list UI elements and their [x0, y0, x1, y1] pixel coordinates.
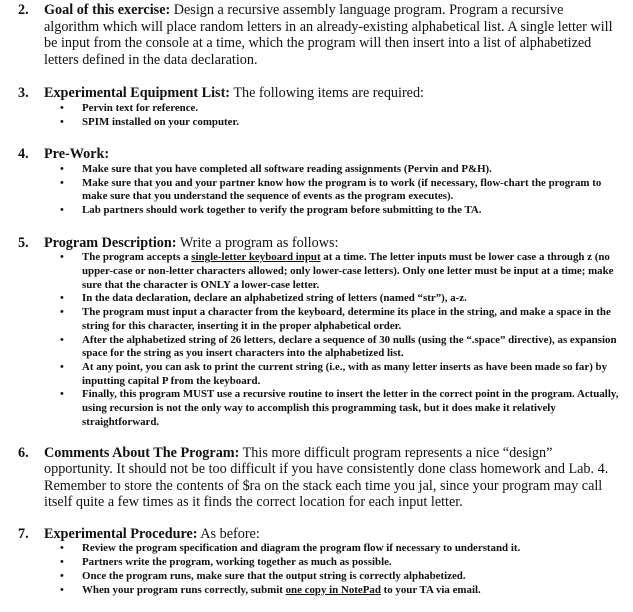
section-heading: Comments About The Program:: [44, 444, 240, 461]
list-item: • In the data declaration, declare an alphabetized string of letters (named “str”), a-z.: [60, 292, 467, 305]
section-heading: Program Description:: [44, 234, 177, 251]
section-number: 7.: [18, 525, 29, 542]
bullet-icon: •: [60, 101, 64, 114]
section-number: 2.: [18, 2, 29, 18]
list-item: • The program must input a character from the keyboard, determine its place in the string, and make a space in the string for this character, inserting it in the proper alphabetical order.: [60, 306, 611, 332]
list-item: • Lab partners should work together to verify the program before submitting to the TA.: [60, 204, 482, 217]
comments-text: This more difficult program represents a nice “design” opportunity. It should not be too difficult if you have consistently done class homework and Lab. 4. Remember to store the contents of $ra on the stack each time you jal, since your program may call itself quite a few times as it finds the correct location for each input letter.: [44, 444, 609, 511]
description-list: [44, 251, 619, 429]
bullet-icon: •: [60, 583, 64, 596]
list-item: • When your program runs correctly, submit one copy in NotePad to your TA via email.: [60, 583, 481, 596]
description-paragraph: [44, 235, 619, 252]
bullet-icon: •: [60, 361, 64, 373]
list-item: • Make sure that you and your partner know how the program is to work (if necessary, flow-chart the program to make sure that you understand the sequence of events as the program executes).: [60, 176, 602, 203]
list-item: • Once the program runs, make sure that the output string is correctly alphabetized.: [60, 569, 466, 582]
bullet-icon: •: [60, 569, 64, 582]
section-goal: [18, 2, 619, 68]
section-procedure: [18, 526, 619, 597]
section-number: 3.: [18, 85, 29, 102]
comments-paragraph: [44, 445, 619, 511]
bullet-icon: •: [60, 204, 64, 217]
section-comments: [18, 445, 619, 511]
equipment-list: [44, 102, 619, 129]
section-heading: Pre-Work:: [44, 146, 110, 163]
section-heading: Experimental Equipment List:: [44, 85, 231, 102]
procedure-text: As before:: [197, 525, 260, 542]
bullet-icon: •: [60, 162, 64, 175]
section-prework: [18, 146, 619, 217]
goal-paragraph: [44, 2, 619, 68]
bullet-icon: •: [60, 556, 64, 569]
section-number: 5.: [18, 234, 29, 251]
list-item: • The program accepts a single-letter keyboard input at a time. The letter inputs must be lower case a through z (no upper-case or non-letter characters allowed; only lower-case letters). Only one letter must be input at a time; make sure that the character is ONLY a lower-case letter.: [60, 251, 614, 291]
description-text: Write a program as follows:: [176, 234, 339, 251]
equipment-text: The following items are required:: [230, 85, 425, 102]
list-item: • At any point, you can ask to print the current string (i.e., with as many letter inserts as have been made so far) by inputting capital P from the keyboard.: [60, 361, 608, 387]
bullet-icon: •: [60, 292, 64, 305]
bullet-icon: •: [60, 115, 64, 128]
bullet-icon: •: [60, 306, 64, 319]
section-description: [18, 235, 619, 430]
bullet-icon: •: [60, 333, 64, 346]
section-heading: Goal of this exercise:: [44, 2, 171, 18]
bullet-icon: •: [60, 542, 64, 555]
list-item: • Partners write the program, working together as much as possible.: [60, 556, 392, 569]
section-equipment: [18, 85, 619, 129]
list-item: • SPIM installed on your computer.: [60, 115, 240, 128]
section-heading: Experimental Procedure:: [44, 525, 198, 542]
list-item: • After the alphabetized string of 26 letters, declare a sequence of 30 nulls (using the “.space” directive), as expansion space for the string as you insert characters into the alphabetized list.: [60, 333, 617, 360]
procedure-paragraph: [44, 526, 619, 543]
underlined-text: single-letter keyboard input: [191, 251, 321, 264]
underlined-text: one copy in NotePad: [285, 583, 381, 596]
equipment-paragraph: [44, 85, 619, 102]
prework-list: [44, 163, 619, 218]
bullet-icon: •: [60, 176, 64, 189]
prework-paragraph: [44, 146, 619, 163]
list-item: • Finally, this program MUST use a recursive routine to insert the letter in the correct point in the program. Actually, using recursion is not the only way to accomplish this programming task, but it does make it relatively straightforward.: [60, 388, 619, 428]
procedure-list: [44, 542, 619, 597]
bullet-icon: •: [60, 388, 64, 401]
section-number: 6.: [18, 444, 29, 461]
section-number: 4.: [18, 146, 29, 163]
list-item: • Make sure that you have completed all software reading assignments (Pervin and P&H).: [60, 162, 492, 175]
list-item: • Review the program specification and diagram the program flow if necessary to understand it.: [60, 542, 521, 555]
bullet-icon: •: [60, 251, 64, 264]
goal-text: Design a recursive assembly language program. Program a recursive algorithm which will place random letters in an already-existing alphabetical list. A single letter will be input from the console at a time, which the program will then insert into a list of alphabetized letters defined in the data declaration.: [44, 2, 613, 68]
list-item: • Pervin text for reference.: [60, 101, 199, 114]
